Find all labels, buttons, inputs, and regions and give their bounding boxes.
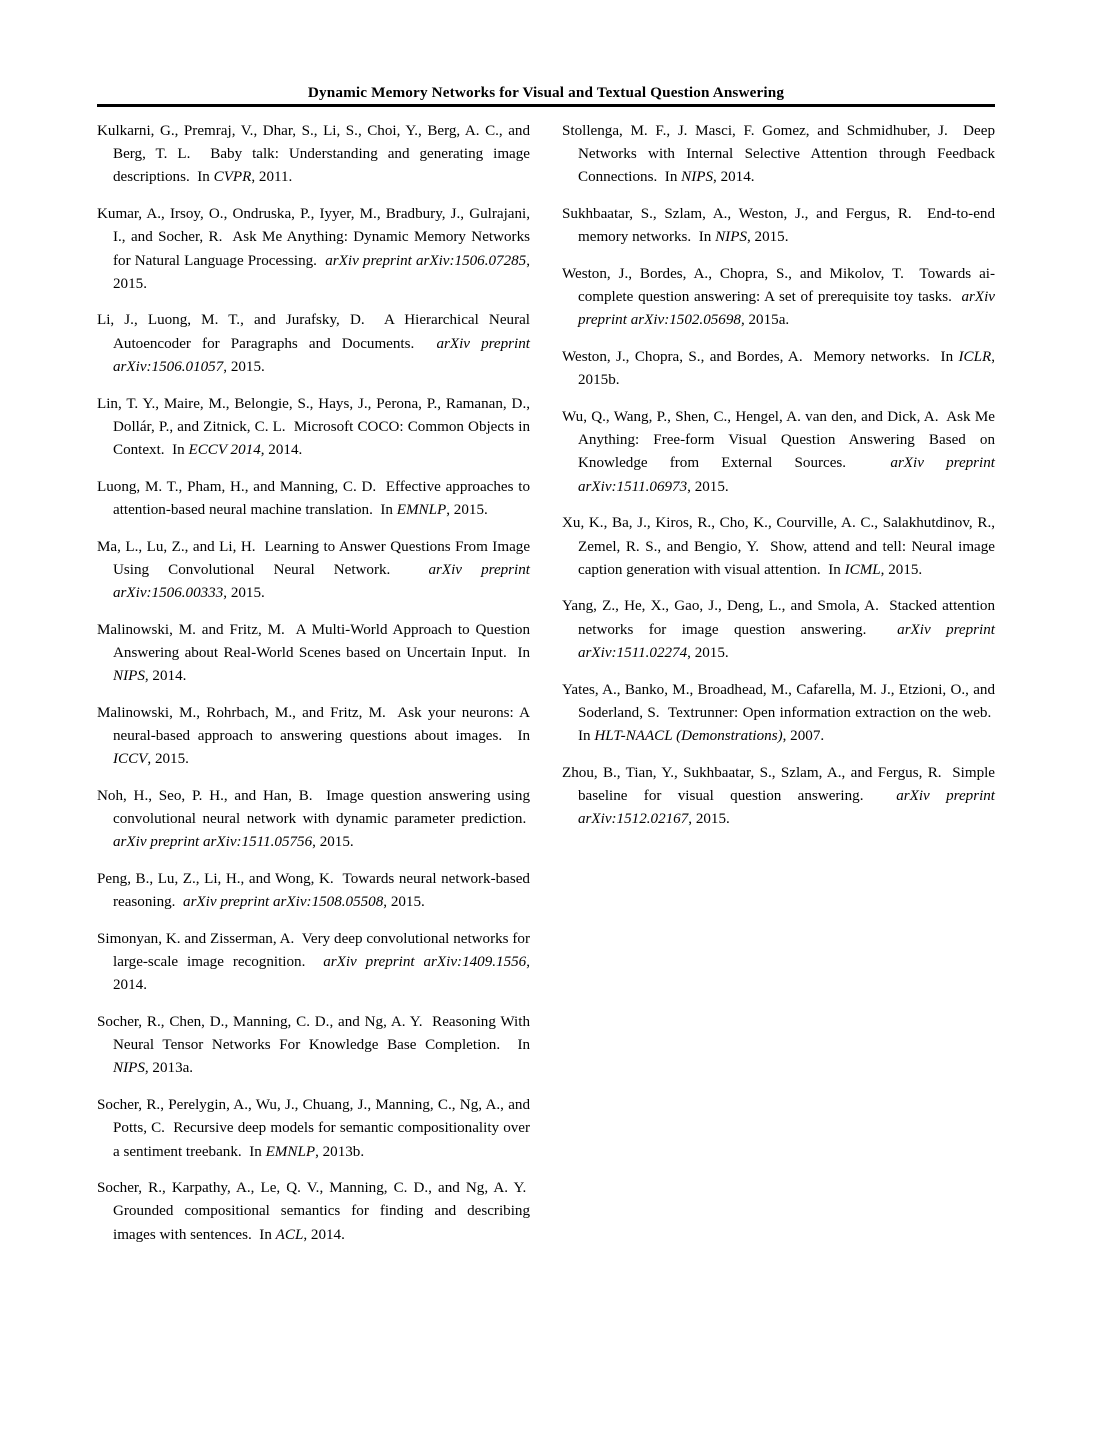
running-header-title: Dynamic Memory Networks for Visual and Textual Question Answering [307, 84, 785, 101]
reference-venue-prefix: In [197, 169, 214, 186]
reference-venue: arXiv preprint arXiv:1506.01057 [113, 335, 530, 375]
reference-authors: Yates, A., Banko, M., Broadhead, M., Cafarella, M. J., Etzioni, O., and Soderland, S. [562, 681, 995, 721]
reference-authors: Socher, R., Perelygin, A., Wu, J., Chuang, J., Manning, C., Ng, A., and Potts, C. [97, 1097, 530, 1137]
reference-venue: arXiv preprint arXiv:1512.02167 [578, 787, 996, 828]
reference-year: , 2014. [113, 954, 530, 994]
reference-venue: ICCV [113, 751, 148, 768]
reference-authors: Malinowski, M., Rohrbach, M., and Fritz, M. [97, 704, 386, 721]
header-rule [97, 104, 995, 107]
reference-entry [562, 120, 995, 190]
reference-title: Grounded compositional semantics for finding and describing images with sentences. [113, 1203, 530, 1243]
reference-authors: Lin, T. Y., Maire, M., Belongie, S., Hays, J., Perona, P., Ramanan, D., Dollár, P., and Zitnick, C. L. [97, 395, 530, 435]
reference-title: Textrunner: Open information extraction on the web. [668, 704, 992, 721]
reference-entry [562, 512, 995, 582]
reference-authors: Simonyan, K. and Zisserman, A. [97, 930, 295, 947]
reference-authors: Luong, M. T., Pham, H., and Manning, C. D. [97, 478, 377, 495]
reference-authors: Li, J., Luong, M. T., and Jurafsky, D. [97, 312, 365, 329]
reference-authors: Socher, R., Chen, D., Manning, C. D., and Ng, A. Y. [97, 1014, 423, 1030]
reference-venue-prefix: In [664, 169, 682, 186]
reference-authors: Yang, Z., He, X., Gao, J., Deng, L., and Smola, A. [562, 598, 879, 615]
reference-entry [97, 309, 530, 379]
reference-venue-prefix: In [380, 501, 397, 518]
reference-title: Effective approaches to attention-based neural machine translation. [113, 478, 531, 518]
reference-entry [562, 346, 995, 392]
reference-venue-prefix: In [249, 1143, 266, 1160]
reference-year: , 2015. [312, 834, 354, 851]
reference-venue: ICLR [958, 349, 992, 366]
reference-entry [97, 1094, 530, 1164]
reference-columns [97, 120, 995, 1247]
reference-venue-prefix: In [578, 727, 595, 744]
reference-venue: EMNLP [265, 1143, 316, 1160]
reference-year: , 2014. [260, 441, 303, 458]
reference-venue: arXiv preprint arXiv:1409.1556 [323, 954, 527, 971]
reference-entry [562, 203, 995, 249]
reference-title: Ask Me Anything: Free-form Visual Question Answering Based on Knowledge from External Sources. [578, 409, 996, 472]
reference-venue: ECCV 2014 [188, 441, 261, 458]
reference-title: Towards ai-complete question answering: A set of prerequisite toy tasks. [578, 266, 995, 306]
reference-year: , 2015. [746, 229, 789, 246]
reference-venue: NIPS [113, 668, 145, 685]
reference-venue-prefix: In [517, 644, 531, 661]
reference-entry [97, 536, 530, 606]
reference-year: , 2011. [251, 169, 293, 186]
reference-authors: Socher, R., Karpathy, A., Le, Q. V., Manning, C. D., and Ng, A. Y. [97, 1180, 527, 1197]
reference-title: Baby talk: Understanding and generating image descriptions. [113, 146, 531, 186]
reference-title: Show, attend and tell: Neural image caption generation with visual attention. [578, 538, 995, 578]
reference-entry [97, 393, 530, 463]
reference-entry [97, 785, 530, 855]
reference-year: , 2015. [446, 501, 488, 518]
reference-year: , 2015a. [740, 312, 790, 329]
reference-entry [97, 928, 530, 998]
reference-venue: arXiv preprint arXiv:1506.07285 [325, 252, 527, 269]
reference-year: , 2007. [782, 727, 825, 744]
reference-entry [97, 1011, 530, 1081]
reference-entry [97, 120, 530, 190]
reference-entry [97, 203, 530, 296]
reference-year: , 2015. [687, 478, 729, 495]
reference-venue: arXiv preprint arXiv:1502.05698 [578, 289, 996, 329]
reference-venue: NIPS [715, 229, 747, 246]
reference-title: Learning to Answer Questions From Image Using Convolutional Neural Network. [113, 538, 531, 578]
reference-venue-prefix: In [172, 441, 189, 458]
reference-title: Towards neural network-based reasoning. [113, 870, 530, 911]
reference-venue: arXiv preprint arXiv:1511.02274 [578, 621, 995, 661]
reference-column-right [562, 120, 995, 1247]
reference-authors: Weston, J., Bordes, A., Chopra, S., and Mikolov, T. [562, 266, 904, 283]
reference-venue: NIPS [681, 169, 714, 186]
reference-year: , 2013b. [315, 1143, 365, 1160]
reference-venue-prefix: In [698, 229, 716, 246]
reference-title: Reasoning With Neural Tensor Networks For Knowledge Base Completion. [113, 1014, 530, 1054]
reference-venue-prefix: In [259, 1226, 276, 1243]
reference-year: , 2013a. [144, 1060, 194, 1077]
reference-authors: Peng, B., Lu, Z., Li, H., and Wong, K. [97, 870, 334, 887]
reference-venue: NIPS [113, 1060, 145, 1077]
reference-entry [562, 679, 995, 749]
reference-title: Very deep convolutional networks for large-scale image recognition. [113, 930, 530, 971]
reference-column-left [97, 120, 530, 1247]
reference-entry [562, 263, 995, 333]
reference-authors: Stollenga, M. F., J. Masci, F. Gomez, and Schmidhuber, J. [562, 123, 948, 139]
reference-venue: arXiv preprint arXiv:1511.06973 [578, 455, 995, 495]
reference-title: End-to-end memory networks. [578, 206, 995, 246]
reference-authors: Kumar, A., Irsoy, O., Ondruska, P., Iyyer, M., Bradbury, J., Gulrajani, I., and Socher, R. [97, 206, 530, 246]
reference-authors: Xu, K., Ba, J., Kiros, R., Cho, K., Courville, A. C., Salakhutdinov, R., Zemel, R. S., and Bengio, Y. [562, 515, 995, 555]
reference-venue: arXiv preprint arXiv:1508.05508 [183, 894, 384, 911]
reference-year: , 2015. [383, 894, 425, 911]
reference-entry [97, 619, 530, 689]
reference-year: , 2015. [147, 751, 189, 768]
reference-title: Recursive deep models for semantic compositionality over a sentiment treebank. [113, 1120, 531, 1160]
reference-entry [97, 868, 530, 914]
reference-title: Memory networks. [813, 349, 930, 366]
reference-year: , 2015b. [578, 349, 995, 389]
reference-venue: CVPR [213, 169, 252, 186]
reference-venue: ACL [275, 1226, 304, 1243]
reference-venue: arXiv preprint arXiv:1511.05756 [113, 834, 313, 851]
reference-authors: Noh, H., Seo, P. H., and Han, B. [97, 787, 313, 804]
reference-venue: ICML [844, 561, 881, 578]
reference-entry [97, 702, 530, 772]
reference-venue: EMNLP [396, 501, 447, 518]
reference-year: , 2015. [688, 811, 730, 828]
reference-entry [562, 595, 995, 665]
reference-year: , 2015. [113, 252, 531, 292]
reference-venue-prefix: In [828, 561, 845, 578]
reference-authors: Zhou, B., Tian, Y., Sukhbaatar, S., Szlam, A., and Fergus, R. [562, 764, 942, 781]
reference-year: , 2015. [223, 358, 265, 375]
reference-title: Image question answering using convolutional neural network with dynamic parameter prediction. [113, 787, 530, 828]
reference-venue-prefix: In [940, 349, 959, 366]
reference-entry [562, 762, 995, 832]
reference-authors: Sukhbaatar, S., Szlam, A., Weston, J., and Fergus, R. [562, 206, 912, 223]
reference-title: Ask your neurons: A neural-based approach to answering questions about images. [113, 704, 531, 744]
reference-authors: Weston, J., Chopra, S., and Bordes, A. [562, 349, 803, 366]
reference-title: Ask Me Anything: Dynamic Memory Networks for Natural Language Processing. [113, 229, 530, 269]
reference-year: , 2014. [303, 1226, 345, 1243]
reference-title: A Hierarchical Neural Autoencoder for Paragraphs and Documents. [113, 312, 531, 352]
reference-title: Deep Networks with Internal Selective Attention through Feedback Connections. [578, 123, 995, 186]
reference-title: Stacked attention networks for image question answering. [578, 598, 995, 638]
reference-year: , 2014. [144, 668, 187, 685]
reference-year: , 2014. [713, 169, 755, 186]
reference-venue-prefix: In [517, 727, 531, 744]
reference-authors: Malinowski, M. and Fritz, M. [97, 621, 285, 638]
reference-authors: Kulkarni, G., Premraj, V., Dhar, S., Li, S., Choi, Y., Berg, A. C., and Berg, T. L. [97, 123, 530, 163]
reference-entry [97, 476, 530, 522]
reference-year: , 2015. [223, 584, 265, 601]
reference-entry [562, 406, 995, 499]
reference-year: , 2015. [687, 644, 729, 661]
reference-venue: arXiv preprint arXiv:1506.00333 [113, 561, 530, 601]
reference-authors: Wu, Q., Wang, P., Shen, C., Hengel, A. van den, and Dick, A. [562, 409, 939, 426]
reference-authors: Ma, L., Lu, Z., and Li, H. [97, 538, 256, 555]
reference-year: , 2015. [880, 561, 923, 578]
reference-entry [97, 1177, 530, 1247]
reference-title: Microsoft COCO: Common Objects in Context. [113, 418, 531, 458]
reference-title: Simple baseline for visual question answering. [578, 764, 996, 804]
reference-venue-prefix: In [517, 1037, 531, 1054]
reference-venue: HLT-NAACL (Demonstrations) [594, 727, 783, 744]
reference-title: A Multi-World Approach to Question Answering about Real-World Scenes based on Uncertain Input. [113, 621, 531, 661]
